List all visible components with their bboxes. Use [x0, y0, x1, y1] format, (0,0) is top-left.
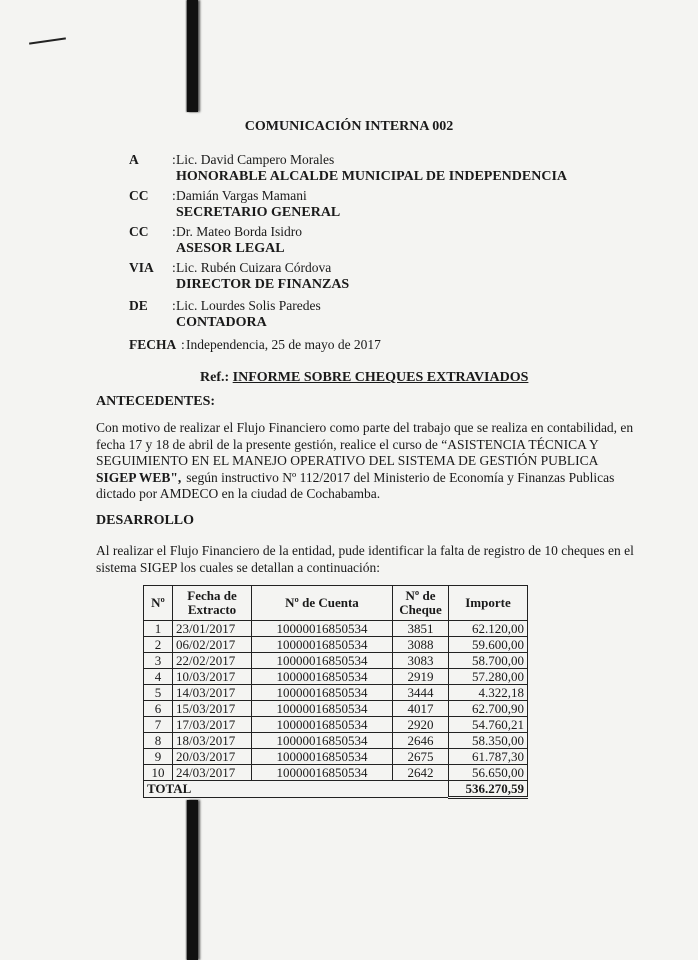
- col-header-date: Fecha de Extracto: [173, 586, 252, 621]
- recipient-role: DIRECTOR DE FINANZAS: [176, 277, 350, 292]
- cell-amount: 58.350,00: [449, 733, 528, 749]
- recipient-label: VIA: [129, 260, 154, 275]
- scan-artifact-bar-bottom: [187, 800, 198, 960]
- recipient-role: HONORABLE ALCALDE MUNICIPAL DE INDEPENDENCIA: [176, 169, 568, 184]
- cell-cheque: 3088: [393, 637, 449, 653]
- table-row: [144, 669, 528, 685]
- cell-number: 5: [144, 685, 173, 701]
- cell-number: 9: [144, 749, 173, 765]
- cell-amount: 62.700,90: [449, 701, 528, 717]
- cell-cheque: 3083: [393, 653, 449, 669]
- cell-date: 10/03/2017: [173, 669, 252, 685]
- table-row: [144, 637, 528, 653]
- col-header-number: Nº: [144, 586, 173, 621]
- cell-account: 10000016850534: [252, 637, 393, 653]
- col-header-cheque: Nº de Cheque: [393, 586, 449, 621]
- cell-amount: 58.700,00: [449, 653, 528, 669]
- fecha-colon: :: [181, 337, 185, 352]
- recipient-label: DE: [129, 298, 148, 313]
- cell-date: 24/03/2017: [173, 765, 252, 781]
- table-row: [144, 765, 528, 781]
- cheques-table: [143, 585, 528, 799]
- ref-subject: INFORME SOBRE CHEQUES EXTRAVIADOS: [232, 370, 529, 385]
- antecedentes-heading: ANTECEDENTES:: [96, 394, 216, 409]
- cell-number: 2: [144, 637, 173, 653]
- cell-account: 10000016850534: [252, 669, 393, 685]
- cell-number: 4: [144, 669, 173, 685]
- pen-mark: [29, 37, 66, 44]
- fecha-value: Independencia, 25 de mayo de 2017: [186, 337, 381, 352]
- fecha-label: FECHA: [129, 337, 177, 352]
- recipient-role: SECRETARIO GENERAL: [176, 205, 341, 220]
- table-row: [144, 653, 528, 669]
- ref-label: Ref.:: [200, 370, 230, 385]
- cell-cheque: 4017: [393, 701, 449, 717]
- paragraph-line: SEGUIMIENTO EN EL MANEJO OPERATIVO DEL SISTEMA DE GESTIÓN PUBLICA: [96, 453, 599, 468]
- table-row: [144, 701, 528, 717]
- col-header-account: Nº de Cuenta: [252, 586, 393, 621]
- cell-amount: 56.650,00: [449, 765, 528, 781]
- cell-date: 15/03/2017: [173, 701, 252, 717]
- cell-cheque: 2919: [393, 669, 449, 685]
- cell-amount: 54.760,21: [449, 717, 528, 733]
- table-row: [144, 749, 528, 765]
- cell-cheque: 2920: [393, 717, 449, 733]
- paragraph-line: dictado por AMDECO en la ciudad de Cochabamba.: [96, 486, 381, 501]
- cell-amount: 62.120,00: [449, 621, 528, 637]
- table-header-row: [144, 586, 528, 621]
- cell-date: 22/02/2017: [173, 653, 252, 669]
- recipient-label: CC: [129, 188, 149, 203]
- paragraph-text: según instructivo Nº 112/2017 del Ministerio de Economía y Finanzas Publicas: [186, 470, 615, 485]
- paragraph-line: sistema SIGEP los cuales se detallan a continuación:: [96, 560, 381, 575]
- table-row: [144, 685, 528, 701]
- recipient-colon: :: [172, 152, 176, 167]
- total-label: TOTAL: [144, 781, 449, 798]
- cell-number: 1: [144, 621, 173, 637]
- cell-account: 10000016850534: [252, 765, 393, 781]
- cell-number: 6: [144, 701, 173, 717]
- cell-date: 23/01/2017: [173, 621, 252, 637]
- recipient-name: Dr. Mateo Borda Isidro: [176, 224, 302, 239]
- sigep-web-bold: SIGEP WEB",: [96, 470, 182, 485]
- recipient-colon: :: [172, 260, 176, 275]
- cell-account: 10000016850534: [252, 717, 393, 733]
- cell-number: 10: [144, 765, 173, 781]
- recipient-colon: :: [172, 188, 176, 203]
- recipient-label: CC: [129, 224, 149, 239]
- recipient-role: CONTADORA: [176, 315, 267, 330]
- recipient-colon: :: [172, 224, 176, 239]
- cell-number: 3: [144, 653, 173, 669]
- paragraph-line: Con motivo de realizar el Flujo Financiero como parte del trabajo que se realiza en contabilidad, en: [96, 420, 634, 435]
- cell-account: 10000016850534: [252, 733, 393, 749]
- document-title: COMUNICACIÓN INTERNA 002: [244, 119, 454, 134]
- cell-account: 10000016850534: [252, 653, 393, 669]
- cell-cheque: 2646: [393, 733, 449, 749]
- recipient-label: A: [129, 152, 139, 167]
- cell-cheque: 2675: [393, 749, 449, 765]
- paragraph-line: fecha 17 y 18 de abril de la presente gestión, realice el curso de “ASISTENCIA TÉCNICA Y: [96, 437, 599, 452]
- paragraph-line: [96, 470, 615, 486]
- cell-amount: 59.600,00: [449, 637, 528, 653]
- cell-account: 10000016850534: [252, 621, 393, 637]
- recipient-name: Damián Vargas Mamani: [176, 188, 307, 203]
- cell-amount: 57.280,00: [449, 669, 528, 685]
- cell-amount: 61.787,30: [449, 749, 528, 765]
- desarrollo-heading: DESARROLLO: [96, 513, 195, 528]
- reference: [200, 370, 528, 386]
- scan-artifact-bar-top: [187, 0, 198, 112]
- cell-account: 10000016850534: [252, 749, 393, 765]
- recipient-name: Lic. Lourdes Solis Paredes: [176, 298, 321, 313]
- cell-number: 8: [144, 733, 173, 749]
- cell-cheque: 2642: [393, 765, 449, 781]
- cell-cheque: 3444: [393, 685, 449, 701]
- cell-account: 10000016850534: [252, 685, 393, 701]
- cell-date: 17/03/2017: [173, 717, 252, 733]
- cell-cheque: 3851: [393, 621, 449, 637]
- total-value: 536.270,59: [449, 781, 528, 798]
- cell-date: 14/03/2017: [173, 685, 252, 701]
- recipient-name: Lic. David Campero Morales: [176, 152, 335, 167]
- recipient-name: Lic. Rubén Cuizara Córdova: [176, 260, 332, 275]
- cell-account: 10000016850534: [252, 701, 393, 717]
- paragraph-line: Al realizar el Flujo Financiero de la entidad, pude identificar la falta de registro de 10 cheques en el: [96, 543, 634, 558]
- cell-date: 20/03/2017: [173, 749, 252, 765]
- recipient-role: ASESOR LEGAL: [176, 241, 285, 256]
- col-header-amount: Importe: [449, 586, 528, 621]
- cell-number: 7: [144, 717, 173, 733]
- cell-amount: 4.322,18: [449, 685, 528, 701]
- table-row: [144, 717, 528, 733]
- cell-date: 18/03/2017: [173, 733, 252, 749]
- table-row: [144, 733, 528, 749]
- table-total-row: [144, 781, 528, 798]
- table-row: [144, 621, 528, 637]
- cell-date: 06/02/2017: [173, 637, 252, 653]
- recipient-colon: :: [172, 298, 176, 313]
